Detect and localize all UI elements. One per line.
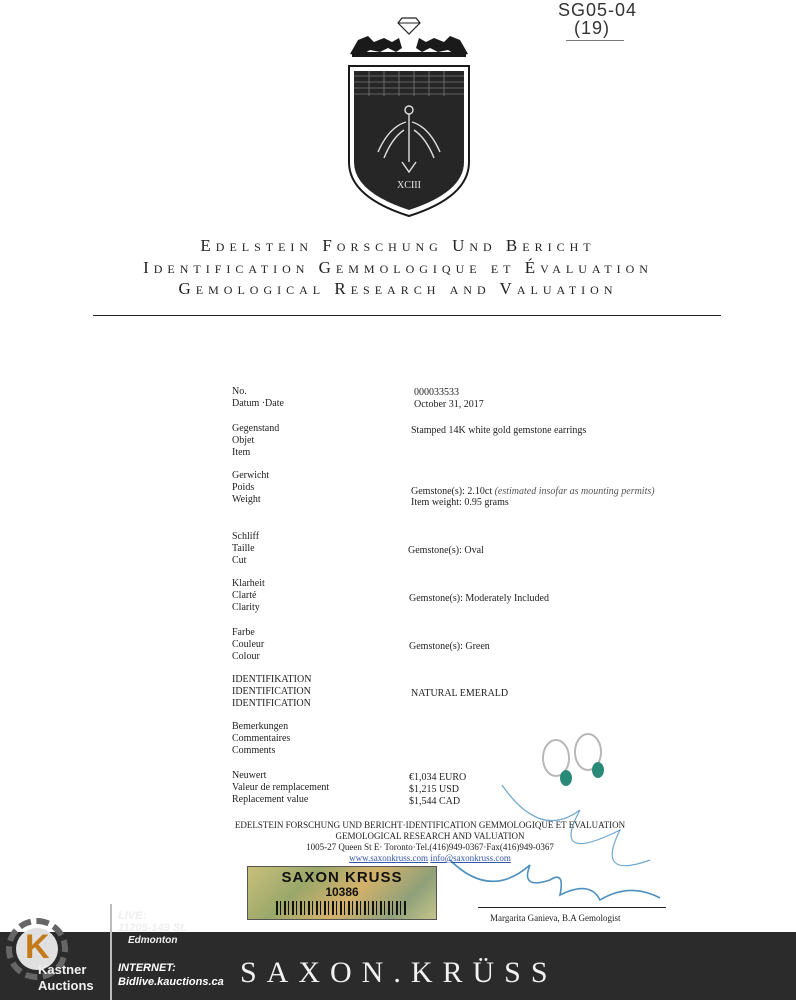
hologram-stamp — [247, 866, 437, 920]
ident-label-en: IDENTIFICATION — [232, 698, 311, 709]
comments-label-fr: Commentaires — [232, 733, 291, 744]
weight-label-fr: Poids — [232, 482, 255, 493]
internet-url[interactable]: Bidlive.kauctions.ca — [118, 976, 224, 988]
weight-note: (estimated insofar as mounting permits) — [494, 486, 655, 497]
kastner-logo — [0, 912, 112, 1000]
value-euro: €1,034 EURO — [409, 772, 467, 783]
no-label: No. — [232, 386, 247, 397]
stamp-number: 10386 — [325, 885, 359, 899]
colour-label-en: Colour — [232, 651, 260, 662]
clarity-label-en: Clarity — [232, 602, 260, 613]
value-label-en: Replacement value — [232, 794, 309, 805]
item-label-de: Gegenstand — [232, 423, 280, 434]
cut-label-en: Cut — [232, 555, 247, 566]
signature-name: Margarita Ganieva, B.A Gemologist — [490, 913, 621, 923]
weight-label-en: Weight — [232, 494, 261, 505]
logo-divider — [110, 904, 112, 1000]
colour-label-fr: Couleur — [232, 639, 265, 650]
colour-value: Gemstone(s): Green — [409, 641, 490, 652]
colour-label-de: Farbe — [232, 627, 255, 638]
item-value: Stamped 14K white gold gemstone earrings — [411, 425, 587, 436]
footer-line2: GEMOLOGICAL RESEARCH AND VALUATION — [335, 831, 525, 841]
title-german: Edelstein Forschung Und Bericht — [200, 236, 596, 255]
footer-links — [0, 853, 796, 864]
barcode — [276, 901, 406, 915]
comments-label-de: Bemerkungen — [232, 721, 289, 732]
live-address: 11205-149 St. — [118, 922, 187, 934]
clarity-label-de: Klarheit — [232, 578, 265, 589]
ident-value: NATURAL EMERALD — [411, 688, 509, 699]
logo-text1: Kastner — [38, 962, 87, 977]
cut-value: Gemstone(s): Oval — [408, 545, 484, 556]
handwritten-underline — [566, 40, 624, 41]
footer-line3: 1005-27 Queen St E· Toronto·Tel.(416)949-0367·Fax(416)949-0367 — [306, 842, 554, 852]
value-usd: $1,215 USD — [409, 784, 460, 795]
logo-text2: Auctions — [38, 978, 94, 993]
title-french: Identification Gemmologique et Évaluation — [143, 258, 653, 277]
item-label-en: Item — [232, 447, 251, 458]
item-weight: Item weight: 0.95 grams — [411, 497, 509, 508]
comments-label-en: Comments — [232, 745, 276, 756]
live-label: LIVE: — [118, 910, 147, 922]
live-city: Edmonton — [128, 935, 178, 946]
cut-label-de: Schliff — [232, 531, 260, 542]
griffins-icon — [350, 36, 468, 57]
email-link[interactable]: info@saxonkruss.com — [430, 853, 511, 863]
brand-name: SAXON.KRÜSS — [240, 956, 558, 989]
signature-line — [478, 907, 666, 908]
ident-label-de: IDENTIFIKATION — [232, 674, 312, 685]
item-label-fr: Objet — [232, 435, 255, 446]
value-cad: $1,544 CAD — [409, 796, 461, 807]
gemstone-weight: Gemstone(s): 2.10ct — [411, 486, 493, 497]
cut-label-fr: Taille — [232, 543, 255, 554]
logo-letter: K — [25, 928, 50, 966]
clarity-label-fr: Clarté — [232, 590, 257, 601]
crest-logo — [344, 12, 474, 218]
clarity-value: Gemstone(s): Moderately Included — [409, 593, 549, 604]
title-english: Gemological Research and Valuation — [178, 279, 618, 298]
ident-label-fr: IDENTIFICATION — [232, 686, 311, 697]
title-rule — [93, 315, 721, 316]
value-label-de: Neuwert — [232, 770, 267, 781]
date-value: October 31, 2017 — [414, 399, 484, 410]
handwritten-reference: SG05-04 — [558, 0, 638, 20]
handwritten-number: (19) — [574, 18, 611, 38]
website-link[interactable]: www.saxonkruss.com — [349, 853, 429, 863]
value-label-fr: Valeur de remplacement — [232, 782, 330, 793]
crest-numeral: XCIII — [397, 180, 421, 191]
internet-label: INTERNET: — [118, 962, 176, 974]
date-label: Datum ·Date — [232, 398, 284, 409]
diamond-icon — [398, 18, 420, 34]
footer-line1: EDELSTEIN FORSCHUNG UND BERICHT·IDENTIFICATION GEMMOLOGIQUE ET EVALUATION — [234, 820, 626, 830]
no-value: 000033533 — [414, 387, 459, 398]
weight-label-de: Gerwicht — [232, 470, 270, 481]
stamp-title: SAXON KRUSS — [281, 869, 403, 886]
